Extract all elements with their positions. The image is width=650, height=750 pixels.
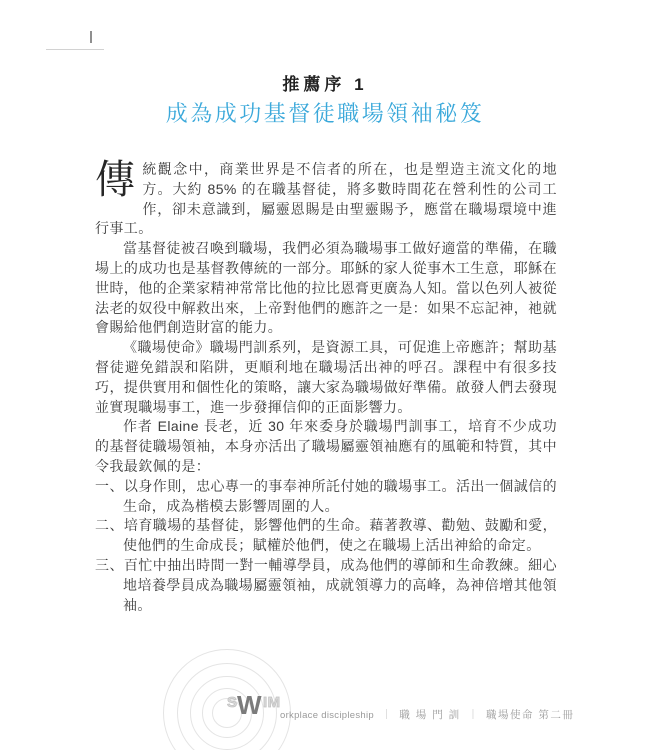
list-item-1-marker: 一、 (95, 477, 124, 494)
footer-separator: ｜ (468, 710, 479, 721)
paragraph-4: 作者 Elaine 長老，近 30 年來委身於職場門訓事工，培育不少成功的基督徒職場領袖，本身亦活出了職場屬靈領袖應有的風範和特質，其中令我最欽佩的是： (95, 418, 557, 474)
list-item-2-text: 培育職場的基督徒，影響他們的生命。藉著教導、勸勉、鼓勵和愛，使他們的生命成長；賦權於他們，使之在職場上活出神給的命定。 (123, 517, 557, 554)
footer-tagline-english: orkplace discipleship (280, 710, 374, 721)
paragraph-2: 當基督徒被召喚到職場，我們必須為職場事工做好適當的準備，在職場上的成功也是基督教傳統的一部分。耶穌的家人從事木工生意，耶穌在世時，他的企業家精神常常比他的拉比恩膏更廣為人知。當以色列人被從法老的奴役中解救出來，上帝對他們的應許之一是：如果不忘記神，祂就會賜給他們創造財富的能力。 (95, 240, 557, 336)
footer-separator: ｜ (381, 710, 392, 721)
paragraph-1-text: 統觀念中，商業世界是不信者的所在，也是塑造主流文化的地方。大約 85% 的在職基督徒，將多數時間花在營利性的公司工作，卻未意識到，屬靈恩賜是由聖靈賜予，應當在職場環境中進行事工。 (95, 161, 557, 237)
page-title: 成為成功基督徒職場領袖秘笈 (165, 101, 485, 126)
footer-tagline (280, 706, 574, 722)
list-item-1-text: 以身作則，忠心專一的事奉神所託付她的職場事工。活出一個誠信的生命，成為楷模去影響周圍的人。 (123, 477, 557, 514)
paragraph-1 (95, 160, 557, 239)
list-item-1 (95, 477, 557, 517)
list-item-2-marker: 二、 (95, 517, 124, 534)
crop-tick-mark (90, 31, 92, 43)
swim-logo-letter-s: S (227, 694, 238, 711)
swim-logo-letter-w: W (237, 690, 262, 720)
list-item-2 (95, 516, 557, 556)
footer-series-name: 職 場 門 訓 (399, 709, 461, 721)
drop-cap: 傳 (95, 158, 136, 202)
footer-volume-name: 職場使命 第二冊 (486, 709, 575, 721)
section-heading: 推薦序 1 (282, 75, 368, 94)
swim-logo-letters-im: IM (263, 694, 281, 711)
body-text (95, 160, 557, 615)
list-item-3-text: 百忙中抽出時間一對一輔導學員，成為他們的導師和生命教練。細心地培養學員成為職場屬靈領袖，成就領導力的高峰，為神倍增其他領袖。 (123, 556, 557, 613)
list-item-3 (95, 556, 557, 615)
list-item-3-marker: 三、 (95, 556, 124, 573)
paragraph-3: 《職場使命》職場門訓系列，是資源工具，可促進上帝應許；幫助基督徒避免錯誤和陷阱，更順利地在職場活出神的呼召。課程中有很多技巧，提供實用和個性化的策略，讓大家為職場做好準備。啟發人們去發現並實現職場事工，進一步發揮信仰的正面影響力。 (95, 339, 557, 415)
header-rule-line (46, 49, 104, 50)
